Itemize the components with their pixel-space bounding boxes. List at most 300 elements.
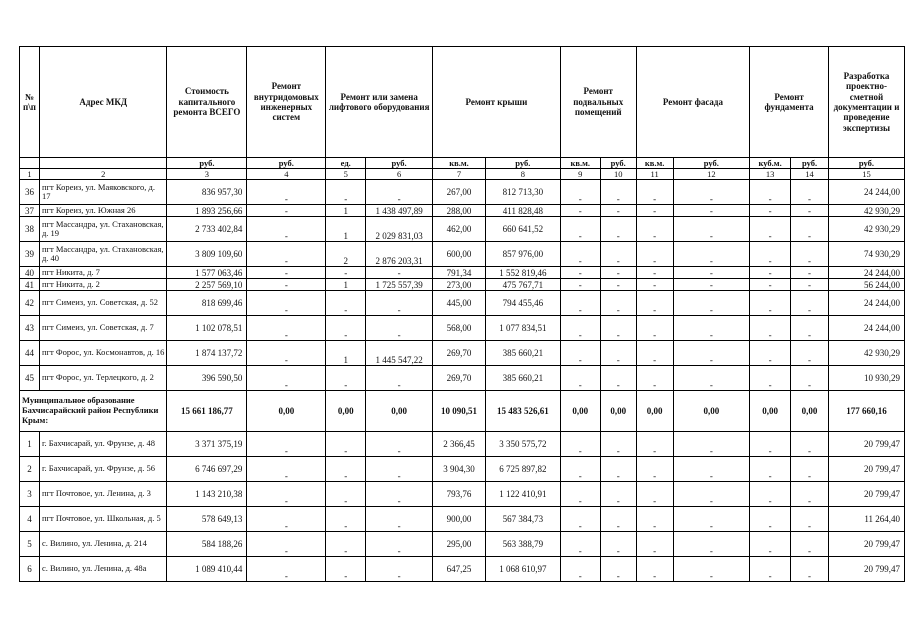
row-elevator-rub: 2 876 203,31 (366, 242, 433, 267)
row-roof-rub: 411 828,48 (485, 205, 560, 217)
row-engineering: - (247, 291, 326, 316)
row-engineering: - (247, 180, 326, 205)
municipality-engineering: 0,00 (247, 391, 326, 432)
row-design: 24 244,00 (828, 180, 904, 205)
units-row (20, 158, 905, 169)
table-row (20, 217, 905, 242)
row-total: 2 733 402,84 (167, 217, 247, 242)
row-roof-rub: 660 641,52 (485, 217, 560, 242)
row-elevator-units: - (326, 557, 366, 582)
row-elevator-rub: 1 725 557,39 (366, 279, 433, 291)
table-row (20, 291, 905, 316)
row-facade-rub: - (673, 557, 750, 582)
row-engineering: - (247, 205, 326, 217)
municipality-label: Муниципальное образование Бахчисарайский район Республики Крым: (20, 391, 167, 432)
row-facade-area: - (636, 316, 673, 341)
row-roof-area: 793,76 (433, 482, 486, 507)
table-row (20, 205, 905, 217)
row-number: 4 (20, 507, 40, 532)
row-foundation-vol: - (750, 279, 791, 291)
row-elevator-units: - (326, 267, 366, 279)
row-design: 20 799,47 (828, 557, 904, 582)
row-basement-area: - (560, 217, 600, 242)
row-roof-rub: 385 660,21 (485, 366, 560, 391)
row-total: 1 102 078,51 (167, 316, 247, 341)
row-foundation-rub: - (791, 316, 829, 341)
row-design: 20 799,47 (828, 432, 904, 457)
table-row (20, 532, 905, 557)
row-facade-area: - (636, 457, 673, 482)
row-facade-rub: - (673, 457, 750, 482)
unit-cell (20, 158, 40, 169)
unit-cell: куб.м. (750, 158, 791, 169)
row-address: г. Бахчисарай, ул. Фрунзе, д. 56 (39, 457, 167, 482)
row-design: 10 930,29 (828, 366, 904, 391)
unit-cell: кв.м. (636, 158, 673, 169)
row-total: 818 699,46 (167, 291, 247, 316)
row-total: 836 957,30 (167, 180, 247, 205)
row-engineering: - (247, 316, 326, 341)
row-basement-area: - (560, 279, 600, 291)
row-basement-rub: - (600, 341, 636, 366)
municipality-row (20, 391, 905, 432)
unit-cell: руб. (791, 158, 829, 169)
row-elevator-rub: 1 438 497,89 (366, 205, 433, 217)
row-facade-rub: - (673, 217, 750, 242)
row-roof-area: 267,00 (433, 180, 486, 205)
col-number: 11 (636, 169, 673, 180)
col-number: 2 (39, 169, 167, 180)
table-row (20, 457, 905, 482)
row-basement-area: - (560, 205, 600, 217)
row-elevator-rub: - (366, 267, 433, 279)
unit-cell (39, 158, 167, 169)
row-elevator-units: - (326, 507, 366, 532)
row-total: 1 893 256,66 (167, 205, 247, 217)
table-row (20, 180, 905, 205)
row-total: 2 257 569,10 (167, 279, 247, 291)
row-number: 39 (20, 242, 40, 267)
row-elevator-rub: - (366, 557, 433, 582)
row-roof-area: 295,00 (433, 532, 486, 557)
row-foundation-rub: - (791, 457, 829, 482)
row-foundation-rub: - (791, 557, 829, 582)
row-foundation-vol: - (750, 316, 791, 341)
row-facade-rub: - (673, 291, 750, 316)
row-foundation-rub: - (791, 532, 829, 557)
row-basement-rub: - (600, 291, 636, 316)
row-basement-rub: - (600, 279, 636, 291)
row-elevator-units: 1 (326, 217, 366, 242)
row-basement-area: - (560, 432, 600, 457)
row-foundation-rub: - (791, 180, 829, 205)
row-foundation-rub: - (791, 432, 829, 457)
row-roof-rub: 794 455,46 (485, 291, 560, 316)
row-number: 1 (20, 432, 40, 457)
row-foundation-rub: - (791, 267, 829, 279)
municipality-roof-rub: 15 483 526,61 (485, 391, 560, 432)
row-foundation-rub: - (791, 205, 829, 217)
row-number: 43 (20, 316, 40, 341)
row-engineering: - (247, 457, 326, 482)
row-facade-rub: - (673, 316, 750, 341)
row-engineering: - (247, 432, 326, 457)
row-elevator-rub: - (366, 507, 433, 532)
rows-group-b (20, 432, 905, 582)
row-design: 24 244,00 (828, 267, 904, 279)
row-number: 38 (20, 217, 40, 242)
row-address: г. Бахчисарай, ул. Фрунзе, д. 48 (39, 432, 167, 457)
row-foundation-rub: - (791, 507, 829, 532)
row-elevator-units: - (326, 432, 366, 457)
row-number: 5 (20, 532, 40, 557)
row-number: 37 (20, 205, 40, 217)
row-roof-rub: 385 660,21 (485, 341, 560, 366)
row-design: 42 930,29 (828, 217, 904, 242)
row-elevator-units: - (326, 180, 366, 205)
row-facade-area: - (636, 366, 673, 391)
row-foundation-rub: - (791, 366, 829, 391)
row-elevator-units: - (326, 532, 366, 557)
row-elevator-rub: - (366, 316, 433, 341)
row-basement-area: - (560, 242, 600, 267)
row-basement-rub: - (600, 432, 636, 457)
unit-cell: руб. (828, 158, 904, 169)
row-total: 6 746 697,29 (167, 457, 247, 482)
row-engineering: - (247, 482, 326, 507)
row-roof-rub: 6 725 897,82 (485, 457, 560, 482)
row-elevator-units: - (326, 316, 366, 341)
row-total: 3 371 375,19 (167, 432, 247, 457)
row-facade-rub: - (673, 205, 750, 217)
row-engineering: - (247, 217, 326, 242)
row-facade-rub: - (673, 432, 750, 457)
row-number: 36 (20, 180, 40, 205)
row-roof-rub: 1 122 410,91 (485, 482, 560, 507)
row-elevator-units: - (326, 366, 366, 391)
row-facade-rub: - (673, 341, 750, 366)
row-engineering: - (247, 341, 326, 366)
row-elevator-rub: - (366, 180, 433, 205)
header-design: Разработка проектно-сметной документации и проведение экспертизы (828, 47, 904, 158)
header-engineering: Ремонт внутридомовых инженерных систем (247, 47, 326, 158)
row-roof-rub: 812 713,30 (485, 180, 560, 205)
row-roof-rub: 475 767,71 (485, 279, 560, 291)
municipality-elevator-units: 0,00 (326, 391, 366, 432)
col-number: 13 (750, 169, 791, 180)
row-design: 24 244,00 (828, 316, 904, 341)
col-number: 9 (560, 169, 600, 180)
table-row (20, 507, 905, 532)
row-elevator-rub: 2 029 831,03 (366, 217, 433, 242)
header-basement: Ремонт подвальных помещений (560, 47, 636, 158)
col-number: 7 (433, 169, 486, 180)
header-elevator: Ремонт или замена лифтового оборудования (326, 47, 433, 158)
row-facade-area: - (636, 482, 673, 507)
row-basement-rub: - (600, 316, 636, 341)
row-roof-rub: 1 552 819,46 (485, 267, 560, 279)
municipality-basement-area: 0,00 (560, 391, 600, 432)
column-numbers-row (20, 169, 905, 180)
col-number: 6 (366, 169, 433, 180)
unit-cell: руб. (485, 158, 560, 169)
header-foundation: Ремонт фундамента (750, 47, 829, 158)
row-facade-rub: - (673, 532, 750, 557)
row-design: 24 244,00 (828, 291, 904, 316)
row-basement-area: - (560, 267, 600, 279)
header-address: Адрес МКД (39, 47, 167, 158)
row-roof-area: 900,00 (433, 507, 486, 532)
row-facade-area: - (636, 341, 673, 366)
row-elevator-rub: 1 445 547,22 (366, 341, 433, 366)
unit-cell: кв.м. (433, 158, 486, 169)
row-design: 42 930,29 (828, 341, 904, 366)
table-row (20, 432, 905, 457)
col-number: 3 (167, 169, 247, 180)
row-foundation-vol: - (750, 366, 791, 391)
row-engineering: - (247, 557, 326, 582)
row-engineering: - (247, 279, 326, 291)
row-address: пгт Симеиз, ул. Советская, д. 52 (39, 291, 167, 316)
row-facade-rub: - (673, 267, 750, 279)
unit-cell: руб. (167, 158, 247, 169)
row-total: 396 590,50 (167, 366, 247, 391)
row-basement-area: - (560, 532, 600, 557)
row-foundation-vol: - (750, 557, 791, 582)
row-address: пгт Почтовое, ул. Школьная, д. 5 (39, 507, 167, 532)
header-no: № п\п (20, 47, 40, 158)
row-basement-area: - (560, 457, 600, 482)
row-basement-rub: - (600, 180, 636, 205)
row-number: 6 (20, 557, 40, 582)
row-elevator-units: - (326, 482, 366, 507)
row-basement-rub: - (600, 507, 636, 532)
header-total: Стоимость капитального ремонта ВСЕГО (167, 47, 247, 158)
row-basement-rub: - (600, 532, 636, 557)
unit-cell: кв.м. (560, 158, 600, 169)
row-foundation-vol: - (750, 341, 791, 366)
row-number: 42 (20, 291, 40, 316)
row-address: пгт Массандра, ул. Стахановская, д. 40 (39, 242, 167, 267)
col-number: 12 (673, 169, 750, 180)
col-number: 4 (247, 169, 326, 180)
row-total: 1 874 137,72 (167, 341, 247, 366)
row-facade-rub: - (673, 507, 750, 532)
row-design: 74 930,29 (828, 242, 904, 267)
row-engineering: - (247, 532, 326, 557)
municipality-foundation-vol: 0,00 (750, 391, 791, 432)
header-roof: Ремонт крыши (433, 47, 561, 158)
municipality-facade-area: 0,00 (636, 391, 673, 432)
municipality-design: 177 660,16 (828, 391, 904, 432)
row-basement-rub: - (600, 457, 636, 482)
row-basement-area: - (560, 341, 600, 366)
col-number: 15 (828, 169, 904, 180)
table-row (20, 366, 905, 391)
row-total: 1 143 210,38 (167, 482, 247, 507)
row-foundation-vol: - (750, 205, 791, 217)
row-engineering: - (247, 507, 326, 532)
row-facade-area: - (636, 267, 673, 279)
row-roof-area: 269,70 (433, 341, 486, 366)
row-address: пгт Кореиз, ул. Маяковского, д. 17 (39, 180, 167, 205)
row-roof-rub: 1 077 834,51 (485, 316, 560, 341)
table-row (20, 242, 905, 267)
row-elevator-units: 1 (326, 279, 366, 291)
row-elevator-rub: - (366, 432, 433, 457)
row-engineering: - (247, 242, 326, 267)
row-roof-area: 288,00 (433, 205, 486, 217)
municipality-basement-rub: 0,00 (600, 391, 636, 432)
unit-cell: руб. (366, 158, 433, 169)
row-total: 1 577 063,46 (167, 267, 247, 279)
row-roof-rub: 857 976,00 (485, 242, 560, 267)
row-foundation-vol: - (750, 532, 791, 557)
row-address: пгт Никита, д. 7 (39, 267, 167, 279)
row-facade-area: - (636, 279, 673, 291)
row-foundation-vol: - (750, 482, 791, 507)
row-basement-area: - (560, 507, 600, 532)
row-roof-area: 462,00 (433, 217, 486, 242)
row-foundation-rub: - (791, 217, 829, 242)
row-foundation-vol: - (750, 180, 791, 205)
row-roof-rub: 563 388,79 (485, 532, 560, 557)
row-foundation-vol: - (750, 267, 791, 279)
row-basement-rub: - (600, 217, 636, 242)
row-roof-area: 3 904,30 (433, 457, 486, 482)
row-basement-area: - (560, 291, 600, 316)
row-elevator-rub: - (366, 291, 433, 316)
row-roof-rub: 567 384,73 (485, 507, 560, 532)
row-facade-rub: - (673, 180, 750, 205)
row-foundation-rub: - (791, 242, 829, 267)
row-facade-rub: - (673, 366, 750, 391)
col-number: 1 (20, 169, 40, 180)
row-elevator-rub: - (366, 457, 433, 482)
row-facade-area: - (636, 291, 673, 316)
row-number: 2 (20, 457, 40, 482)
row-facade-rub: - (673, 242, 750, 267)
row-elevator-units: 2 (326, 242, 366, 267)
table-row (20, 267, 905, 279)
row-design: 42 930,29 (828, 205, 904, 217)
row-address: пгт Форос, ул. Терлецкого, д. 2 (39, 366, 167, 391)
row-total: 1 089 410,44 (167, 557, 247, 582)
row-foundation-vol: - (750, 432, 791, 457)
row-address: пгт Массандра, ул. Стахановская, д. 19 (39, 217, 167, 242)
row-design: 20 799,47 (828, 532, 904, 557)
row-address: с. Вилино, ул. Ленина, д. 48а (39, 557, 167, 582)
municipality-roof-area: 10 090,51 (433, 391, 486, 432)
row-number: 40 (20, 267, 40, 279)
row-facade-rub: - (673, 279, 750, 291)
municipality-foundation-rub: 0,00 (791, 391, 829, 432)
row-basement-rub: - (600, 242, 636, 267)
row-number: 44 (20, 341, 40, 366)
row-basement-rub: - (600, 482, 636, 507)
unit-cell: руб. (247, 158, 326, 169)
row-facade-area: - (636, 432, 673, 457)
row-roof-area: 269,70 (433, 366, 486, 391)
row-roof-area: 2 366,45 (433, 432, 486, 457)
rows-group-a (20, 180, 905, 391)
capital-repair-table (19, 46, 905, 582)
row-address: пгт Симеиз, ул. Советская, д. 7 (39, 316, 167, 341)
row-address: пгт Форос, ул. Космонавтов, д. 16 (39, 341, 167, 366)
row-elevator-units: - (326, 457, 366, 482)
row-design: 20 799,47 (828, 482, 904, 507)
row-facade-area: - (636, 180, 673, 205)
row-roof-area: 273,00 (433, 279, 486, 291)
row-facade-area: - (636, 205, 673, 217)
row-facade-area: - (636, 507, 673, 532)
header-facade: Ремонт фасада (636, 47, 750, 158)
col-number: 14 (791, 169, 829, 180)
row-basement-area: - (560, 366, 600, 391)
row-address: пгт Никита, д. 2 (39, 279, 167, 291)
row-total: 3 809 109,60 (167, 242, 247, 267)
row-basement-area: - (560, 180, 600, 205)
row-foundation-rub: - (791, 341, 829, 366)
row-roof-area: 600,00 (433, 242, 486, 267)
unit-cell: руб. (600, 158, 636, 169)
table-row (20, 482, 905, 507)
row-elevator-rub: - (366, 366, 433, 391)
table-row (20, 279, 905, 291)
row-elevator-units: 1 (326, 341, 366, 366)
row-roof-area: 445,00 (433, 291, 486, 316)
col-number: 5 (326, 169, 366, 180)
row-total: 584 188,26 (167, 532, 247, 557)
row-address: пгт Почтовое, ул. Ленина, д. 3 (39, 482, 167, 507)
row-engineering: - (247, 267, 326, 279)
row-roof-rub: 1 068 610,97 (485, 557, 560, 582)
row-design: 20 799,47 (828, 457, 904, 482)
row-roof-rub: 3 350 575,72 (485, 432, 560, 457)
row-facade-area: - (636, 532, 673, 557)
row-foundation-vol: - (750, 507, 791, 532)
col-number: 8 (485, 169, 560, 180)
row-basement-area: - (560, 316, 600, 341)
row-foundation-vol: - (750, 457, 791, 482)
row-number: 45 (20, 366, 40, 391)
row-design: 11 264,40 (828, 507, 904, 532)
municipality-total: 15 661 186,77 (167, 391, 247, 432)
row-foundation-vol: - (750, 242, 791, 267)
row-roof-area: 791,34 (433, 267, 486, 279)
table-row (20, 316, 905, 341)
row-address: с. Вилино, ул. Ленина, д. 214 (39, 532, 167, 557)
table-row (20, 557, 905, 582)
row-number: 41 (20, 279, 40, 291)
unit-cell: руб. (673, 158, 750, 169)
row-basement-rub: - (600, 557, 636, 582)
row-basement-rub: - (600, 205, 636, 217)
row-foundation-rub: - (791, 482, 829, 507)
row-facade-area: - (636, 557, 673, 582)
row-elevator-units: - (326, 291, 366, 316)
row-elevator-units: 1 (326, 205, 366, 217)
row-total: 578 649,13 (167, 507, 247, 532)
municipality-facade-rub: 0,00 (673, 391, 750, 432)
row-facade-area: - (636, 242, 673, 267)
row-address: пгт Кореиз, ул. Южная 26 (39, 205, 167, 217)
header-row (20, 47, 905, 158)
row-basement-rub: - (600, 267, 636, 279)
unit-cell: ед. (326, 158, 366, 169)
col-number: 10 (600, 169, 636, 180)
row-foundation-vol: - (750, 217, 791, 242)
